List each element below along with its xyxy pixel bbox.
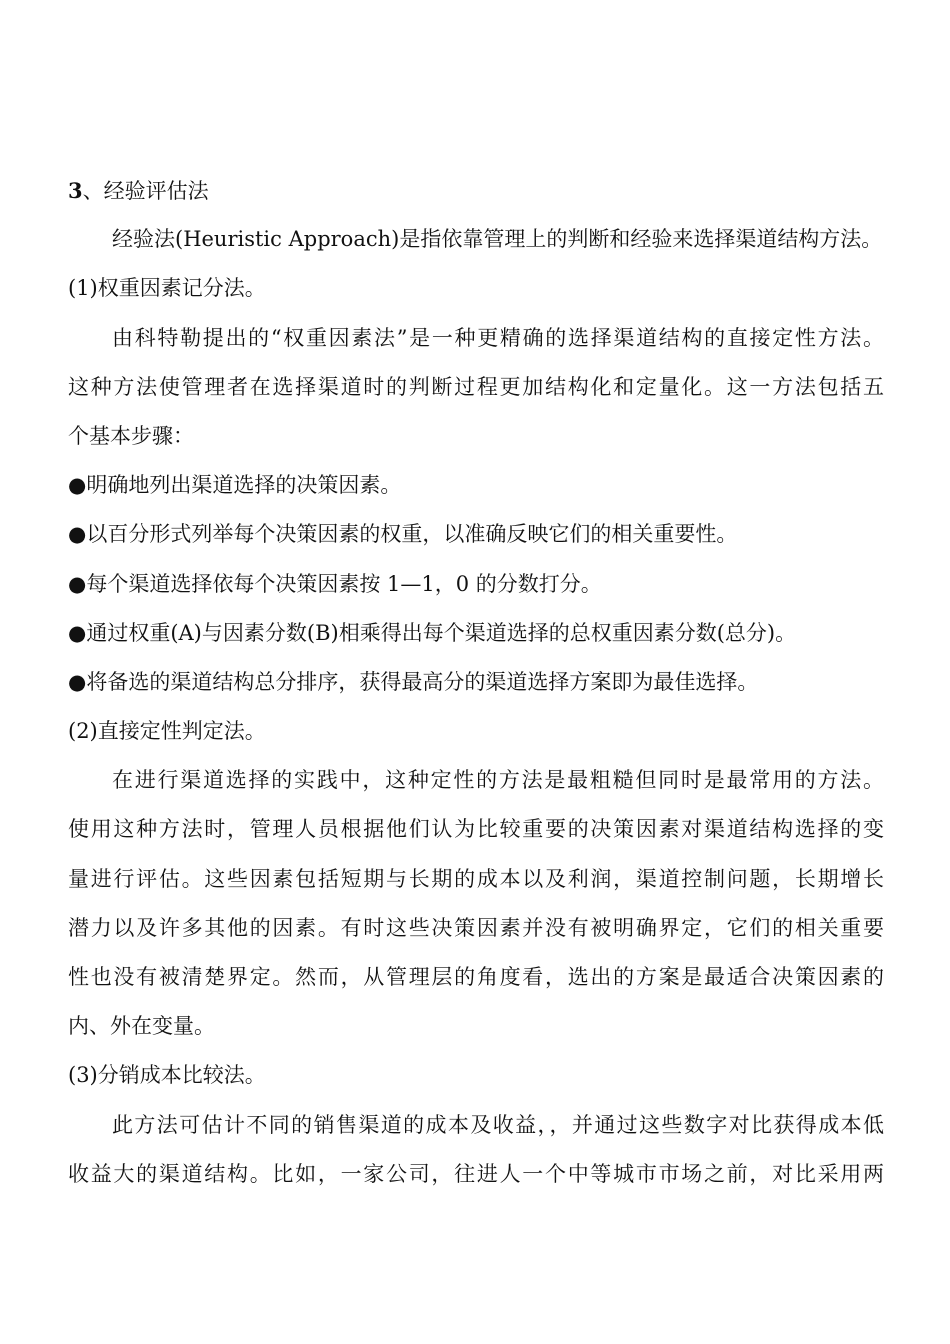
paragraph-line: 这种方法使管理者在选择渠道时的判断过程更加结构化和定量化。这一方法包括五 bbox=[68, 374, 884, 399]
paragraph-line: 量进行评估。这些因素包括短期与长期的成本以及利润，渠道控制问题，长期增长 bbox=[68, 866, 884, 891]
subheading-weighted-factor: (1)权重因素记分法。 bbox=[68, 276, 266, 301]
paragraph-line: 性也没有被清楚界定。然而，从管理层的角度看，选出的方案是最适合决策因素的 bbox=[68, 965, 884, 989]
document-body bbox=[68, 166, 884, 1199]
section-number: 3 bbox=[68, 178, 83, 203]
paragraph-line: 收益大的渠道结构。比如，一家公司，往进人一个中等城市市场之前，对比采用两 bbox=[68, 1161, 884, 1186]
paragraph-line: 个基本步骤： bbox=[68, 423, 194, 448]
bullet-item: ●以百分形式列举每个决策因素的权重，以准确反映它们的相关重要性。 bbox=[68, 522, 738, 547]
section-heading bbox=[68, 166, 884, 215]
bullet-item: ●明确地列出渠道选择的决策因素。 bbox=[68, 473, 402, 498]
paragraph-line: 内、外在变量。 bbox=[68, 1014, 215, 1039]
subheading-distribution-cost: (3)分销成本比较法。 bbox=[68, 1063, 266, 1088]
paragraph-heuristic-intro: 经验法(Heuristic Approach)是指依靠管理上的判断和经验来选择渠道结构方法。 bbox=[112, 227, 883, 252]
paragraph-line: 在进行渠道选择的实践中，这种定性的方法是最粗糙但同时是最常用的方法。 bbox=[112, 768, 884, 793]
paragraph-line: 使用这种方法时，管理人员根据他们认为比较重要的决策因素对渠道结构选择的变 bbox=[68, 817, 884, 842]
bullet-item: ●通过权重(A)与因素分数(B)相乘得出每个渠道选择的总权重因素分数(总分)。 bbox=[68, 620, 797, 645]
paragraph-line: 潜力以及许多其他的因素。有时这些决策因素并没有被明确界定，它们的相关重要 bbox=[68, 915, 884, 940]
bullet-item: ●每个渠道选择依每个决策因素按 1—1，0 的分数打分。 bbox=[68, 571, 602, 596]
paragraph-line: 由科特勒提出的“权重因素法”是一种更精确的选择渠道结构的直接定性方法。 bbox=[112, 325, 884, 350]
bullet-item: ●将备选的渠道结构总分排序，获得最高分的渠道选择方案即为最佳选择。 bbox=[68, 669, 759, 694]
subheading-direct-qualitative: (2)直接定性判定法。 bbox=[68, 719, 266, 744]
paragraph-line: 此方法可估计不同的销售渠道的成本及收益，，并通过这些数字对比获得成本低 bbox=[112, 1112, 884, 1137]
section-title: 、经验评估法 bbox=[82, 179, 209, 203]
